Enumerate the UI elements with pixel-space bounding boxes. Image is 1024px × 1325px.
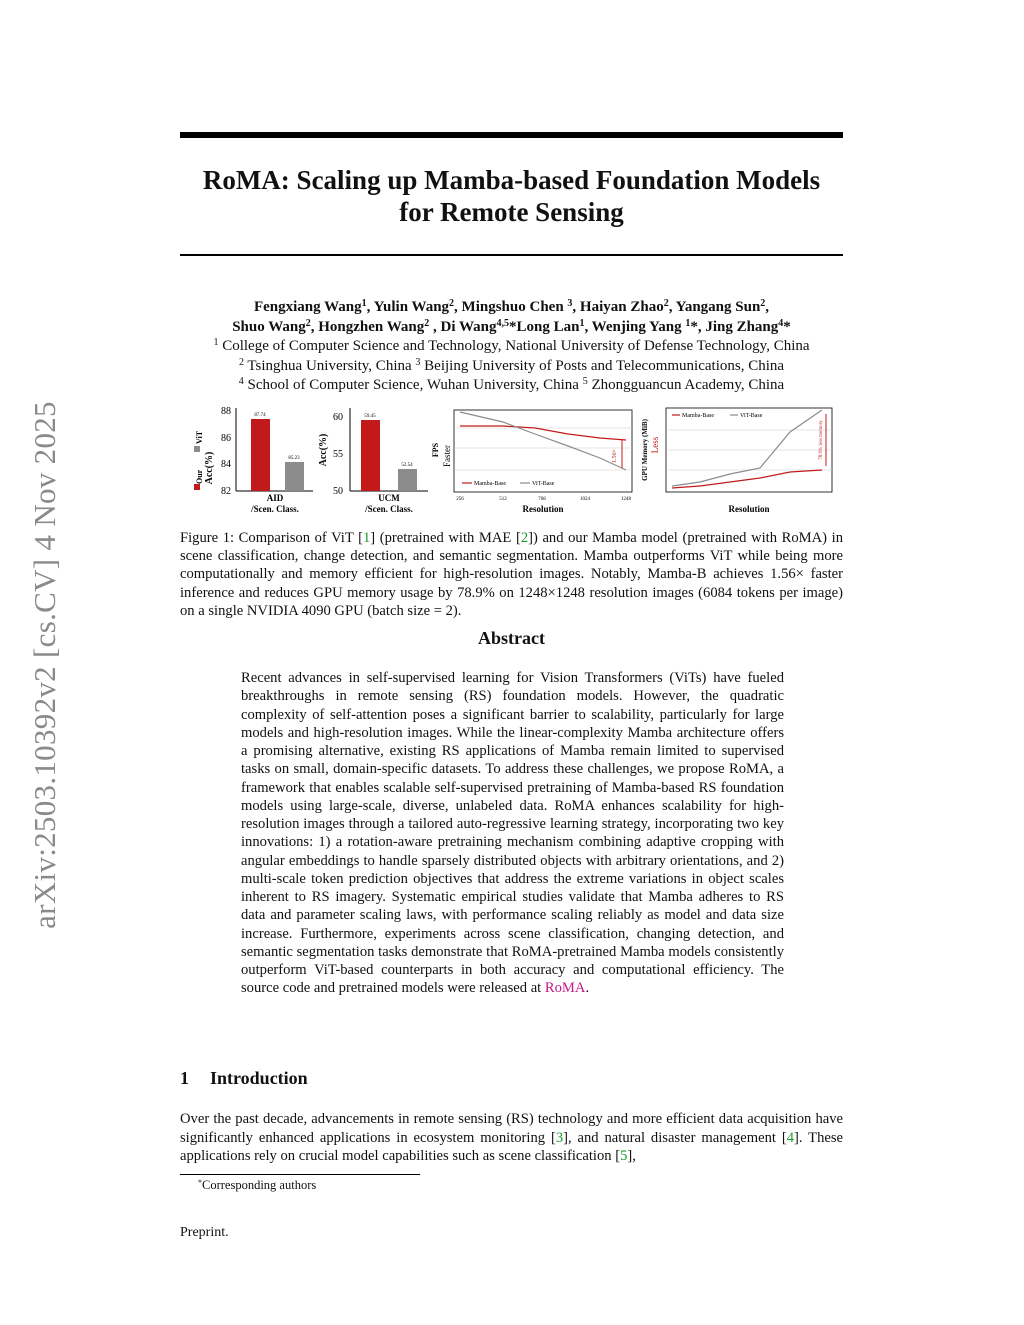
author-name: Yulin Wang xyxy=(373,299,450,315)
bar-our xyxy=(251,419,270,491)
arxiv-identifier xyxy=(24,375,66,955)
y-tick-label: 50 xyxy=(333,486,343,497)
author-name: Shuo Wang xyxy=(232,318,306,335)
author-separator: *, Jing Zhang xyxy=(690,318,779,335)
abstract-text: Recent advances in self-supervised learning for Vision Transformers (ViTs) have fueled breakthroughs in remote sensing (RS) foundation models. However, the quadratic complexity of self-attention poses a significant barrier to scalability, particularly for large models and high-resolution images. While the linear-complexity Mamba architecture offers a promising alternative, existing RS applications of Mamba remain limited to supervised tasks on small, domain-specific datasets. To address these challenges, we propose RoMA, a framework that enables scalable self-supervised pretraining of Mamba-based RS foundation models using large-scale, diverse, unlabeled data. RoMA enhances scalability for high-resolution images through a tailored auto-regressive learning strategy, incorporating two key innovations: 1) a rotation-aware pretraining mechanism combining adaptive cropping with angular embeddings to handle sparsely distributed objects with arbitrary orientations, and 2) multi-scale token prediction objectives that address the extreme variations in object scales inherent to RS imagery. Systematic empirical studies validate that Mamba adheres to RS data and parameter scaling laws, with performance scaling reliably as model and data size increase. Furthermore, experiments across scene classification, changing detection, and semantic segmentation tasks demonstrate that RoMA-pretrained Mamba models consistently outperform ViT-based counterparts in both accuracy and computational efficiency. The source code and pretrained models were released at xyxy=(241,670,784,997)
title-top-rule xyxy=(180,132,843,138)
fps-line-chart xyxy=(431,410,632,514)
legend-label-mamba: Mamba-Base xyxy=(682,413,714,419)
author-name: Mingshuo Chen xyxy=(461,299,568,315)
affiliation-text: Zhongguancun Academy, China xyxy=(587,377,785,393)
abstract-heading: Abstract xyxy=(478,628,545,648)
bar-our xyxy=(361,420,380,491)
intro-text: Over the past decade, advancements in remote sensing (RS) technology and more efficient data acquisition have significantly enhanced applications in ecosystem monitoring [ xyxy=(180,1111,843,1146)
author-affiliation-mark: 1 xyxy=(685,317,691,329)
y-tick-label: 55 xyxy=(333,449,343,460)
vit-line xyxy=(460,412,626,470)
affiliation-text: College of Computer Science and Technology, National University of Defense Technology, China xyxy=(218,338,810,354)
y-tick-label: 60 xyxy=(333,412,343,423)
legend-label-our: Our xyxy=(195,469,204,484)
bar-vit xyxy=(398,469,417,491)
y-tick-label: 82 xyxy=(221,486,231,497)
legend-label-vit: ViT xyxy=(195,430,204,444)
author-affiliation-mark: 2 xyxy=(760,298,766,309)
bar-value-label: 59.45 xyxy=(364,414,376,419)
bar-chart-ucm xyxy=(318,408,428,514)
preprint-footer: Preprint. xyxy=(180,1225,229,1240)
legend-label-vit: ViT-Base xyxy=(532,481,555,487)
memory-reduction-label: 78.9% less memory xyxy=(819,420,824,460)
section-title: Introduction xyxy=(210,1068,308,1088)
citation-link[interactable]: 5 xyxy=(620,1148,628,1165)
author-name: Haiyan Zhao xyxy=(579,299,664,315)
author-affiliation-mark: 1 xyxy=(361,298,367,309)
citation-link[interactable]: 2 xyxy=(520,530,529,546)
x-tick-label: 1024 xyxy=(580,497,590,502)
author-affiliation-mark: 3 xyxy=(567,298,573,309)
y-tick-label: 84 xyxy=(221,459,231,470)
arxiv-identifier-text: arXiv:2503.10392v2 [cs.CV] 4 Nov 2025 xyxy=(27,401,62,929)
author-separator: , xyxy=(572,299,580,315)
affiliation-text: Tsinghua University, China xyxy=(243,357,416,374)
author-name: Fengxiang Wang xyxy=(253,299,362,315)
author-name: Yangang Sun xyxy=(675,299,761,315)
legend-label-vit: ViT-Base xyxy=(740,413,763,419)
citation-link[interactable]: 1 xyxy=(362,530,371,546)
author-affiliation-mark: 2 xyxy=(424,317,430,329)
plot-frame xyxy=(454,410,632,492)
footnote-mark: * xyxy=(198,1178,202,1187)
x-tick-label: 1248 xyxy=(621,497,631,502)
section-heading-introduction xyxy=(180,1068,308,1089)
affiliation-mark: 4 xyxy=(238,376,244,387)
footnote-text: Corresponding authors xyxy=(202,1178,317,1192)
speedup-label: 1.56× xyxy=(612,449,618,463)
footnote xyxy=(198,1178,316,1193)
section-number: 1 xyxy=(180,1068,189,1088)
author-block xyxy=(150,298,873,396)
author-line-2 xyxy=(150,318,873,338)
title-line-2: for Remote Sensing xyxy=(399,197,624,227)
paper-title xyxy=(180,164,843,228)
author-affiliation-mark: 2 xyxy=(449,298,455,309)
citation-link[interactable]: 4 xyxy=(786,1129,795,1146)
vit-line xyxy=(672,410,822,486)
author-separator: , xyxy=(366,299,374,315)
x-axis-label: /Scen. Class. xyxy=(365,504,413,514)
y-axis-label: GPU Memory (MiB) xyxy=(641,419,649,481)
intro-text: ], and natural disaster management [ xyxy=(563,1129,787,1146)
x-axis-label: UCM xyxy=(378,493,400,503)
title-line-1: RoMA: Scaling up Mamba-based Foundation Models xyxy=(202,165,821,195)
author-affiliation-mark: 2 xyxy=(663,298,669,309)
author-name: Hongzhen Wang xyxy=(318,318,425,335)
bar-value-label: 85.23 xyxy=(288,456,300,461)
memory-line-chart xyxy=(641,408,832,514)
x-axis-label: Resolution xyxy=(522,504,564,514)
legend-swatch-vit xyxy=(194,446,200,452)
less-label: Less xyxy=(650,436,660,454)
caption-text: ] (pretrained with MAE [ xyxy=(370,530,521,546)
figure-1-graphic xyxy=(180,400,843,520)
author-affiliation-mark: 1 xyxy=(579,317,585,329)
author-separator: , Wenjing Yang xyxy=(584,318,686,335)
legend-label-mamba: Mamba-Base xyxy=(474,481,506,487)
footnote-rule xyxy=(180,1174,420,1175)
author-name: Di Wang xyxy=(440,318,497,335)
author-separator: * xyxy=(783,318,791,335)
y-tick-label: 88 xyxy=(221,406,231,417)
affiliation-mark: 1 xyxy=(213,337,219,348)
citation-link[interactable]: 3 xyxy=(555,1129,564,1146)
y-axis-label: Acc(%) xyxy=(318,433,329,467)
affiliation-line-1 xyxy=(150,337,873,357)
bar-chart-aid xyxy=(194,406,313,514)
author-separator: , xyxy=(668,299,676,315)
affiliation-text: School of Computer Science, Wuhan University, China xyxy=(243,377,583,393)
introduction-paragraph xyxy=(180,1110,843,1166)
affiliation-line-2 xyxy=(150,357,873,377)
x-axis-label: AID xyxy=(266,493,284,503)
affiliation-text: Beijing University of Posts and Telecommunications, China xyxy=(420,357,785,374)
x-tick-label: 512 xyxy=(499,497,507,502)
author-separator: , xyxy=(429,318,441,335)
figure-1-caption xyxy=(180,529,843,620)
author-affiliation-mark: 2 xyxy=(305,317,311,329)
x-tick-label: 768 xyxy=(538,497,546,502)
bar-value-label: 87.74 xyxy=(254,413,266,418)
affiliation-mark: 3 xyxy=(415,356,421,368)
affiliation-mark: 5 xyxy=(582,376,588,387)
x-tick-label: 256 xyxy=(456,497,464,502)
faster-label: Faster xyxy=(442,445,452,467)
affiliation-mark: 2 xyxy=(238,356,244,368)
author-separator: , xyxy=(310,318,319,335)
y-axis-label: FPS xyxy=(431,442,440,458)
caption-text: ]) and our Mamba model (pretrained with RoMA) in scene classification, change detection, and semantic segmentation. Mamba outperforms ViT while being more computationally and memory efficient for high-resolution images. Notably, Mamba-B achieves 1.56× faster inference and reduces GPU memory usage by 78.9% on 1248×1248 resolution images (6084 tokens per image) on a single NVIDIA 4090 GPU (batch size = 2). xyxy=(180,530,843,619)
author-affiliation-mark: 4,5 xyxy=(496,317,509,329)
author-line-1 xyxy=(150,298,873,318)
y-tick-label: 86 xyxy=(221,433,231,444)
intro-text: ], xyxy=(627,1148,636,1165)
author-separator: , xyxy=(454,299,462,315)
bar-value-label: 52.54 xyxy=(401,463,413,468)
abstract-end: . xyxy=(585,980,590,997)
caption-text: Figure 1: Comparison of ViT [ xyxy=(180,530,363,546)
figure-1 xyxy=(180,400,843,520)
affiliation-line-3 xyxy=(150,376,873,396)
y-axis-label: Acc(%) xyxy=(204,451,215,485)
x-axis-label: Resolution xyxy=(728,504,770,514)
bar-vit xyxy=(285,462,304,491)
author-separator: , xyxy=(765,299,770,315)
x-axis-label: /Scen. Class. xyxy=(251,504,299,514)
intro-text: ]. These applications rely on crucial model capabilities such as scene classification [ xyxy=(180,1129,844,1165)
author-affiliation-mark: 4 xyxy=(778,317,784,329)
roma-link[interactable]: RoMA xyxy=(544,980,586,997)
author-separator: *Long Lan xyxy=(509,318,580,335)
abstract-body xyxy=(241,669,784,998)
mamba-line xyxy=(672,470,822,488)
title-bottom-rule xyxy=(180,254,843,256)
